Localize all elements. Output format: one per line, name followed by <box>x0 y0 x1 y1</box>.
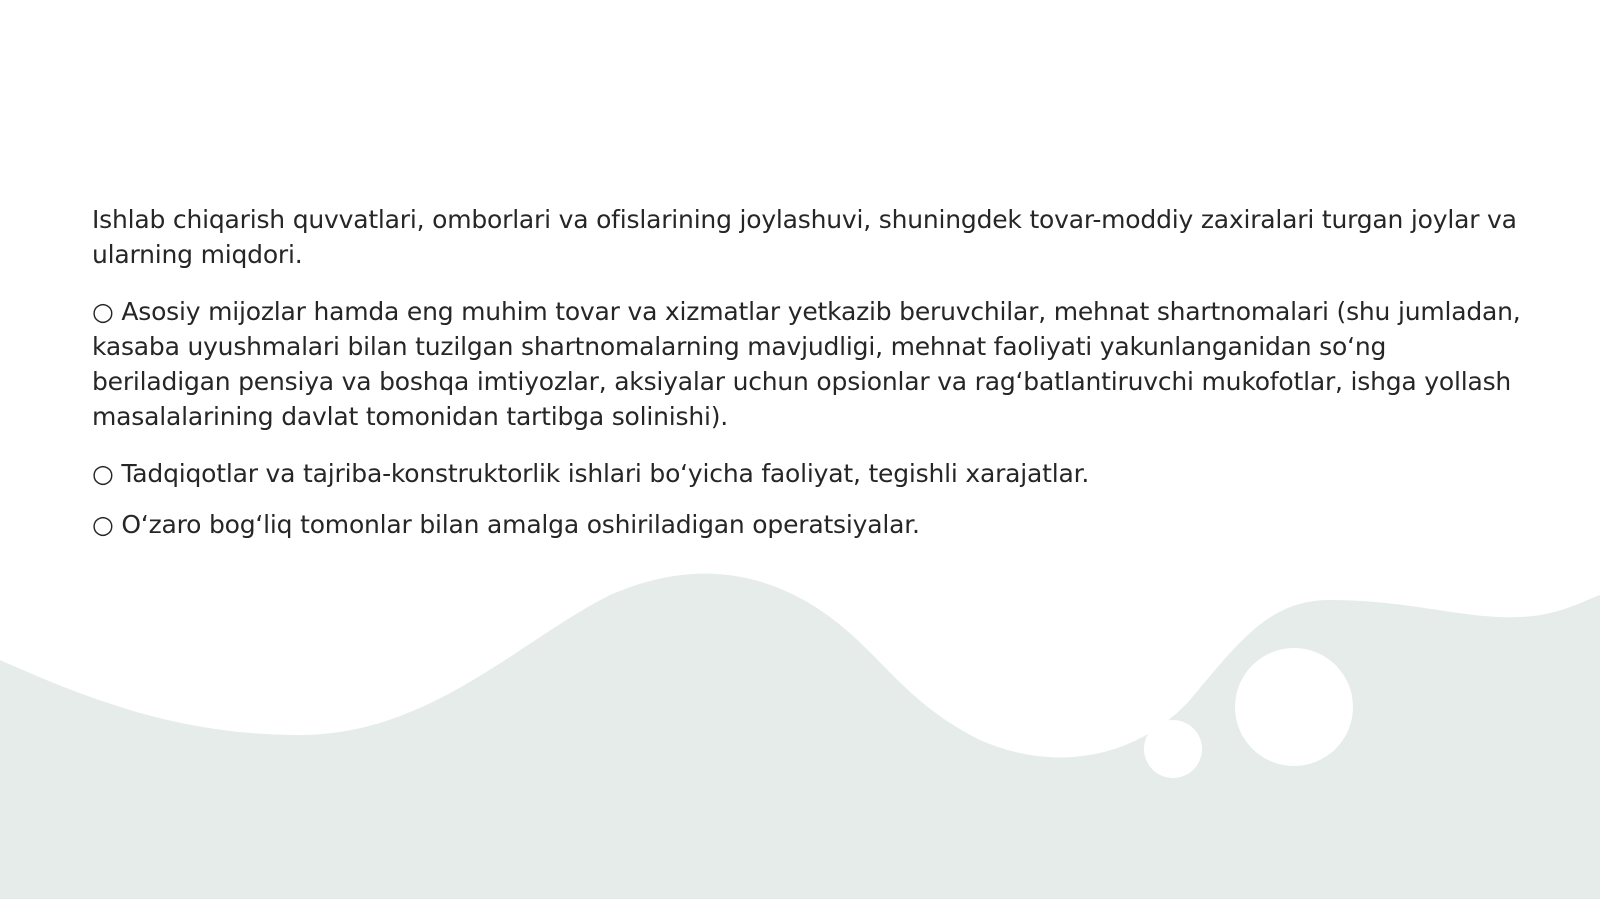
bubble-small <box>1144 720 1202 778</box>
wave-shape <box>0 574 1600 899</box>
paragraph-research: ○ Tadqiqotlar va tajriba-konstruktorlik ishlari bo‘yicha faoliyat, tegishli xarajatlar. <box>92 459 1090 488</box>
paragraph-related-parties: ○ O‘zaro bog‘liq tomonlar bilan amalga oshiriladigan operatsiyalar. <box>92 510 920 539</box>
text-body <box>92 202 1522 564</box>
paragraph-locations: Ishlab chiqarish quvvatlari, omborlari va ofislarining joylashuvi, shuningdek tovar-moddiy zaxiralari turgan joylar va ularning miqdori. <box>92 205 1517 269</box>
bubble-large <box>1235 648 1353 766</box>
paragraph-clients-contracts: ○ Asosiy mijozlar hamda eng muhim tovar va xizmatlar yetkazib beruvchilar, mehnat shartnomalari (shu jumladan, kasaba uyushmalari bilan tuzilgan shartnomalarning mavjudligi, mehnat faoliyati yakunlanganidan so‘ng beriladigan pensiya va boshqa imtiyozlar, aksiyalar uchun opsionlar va rag‘batlantiruvchi mukofotlar, ishga yollash masalalarining davlat tomonidan tartibga solinishi). <box>92 297 1521 431</box>
